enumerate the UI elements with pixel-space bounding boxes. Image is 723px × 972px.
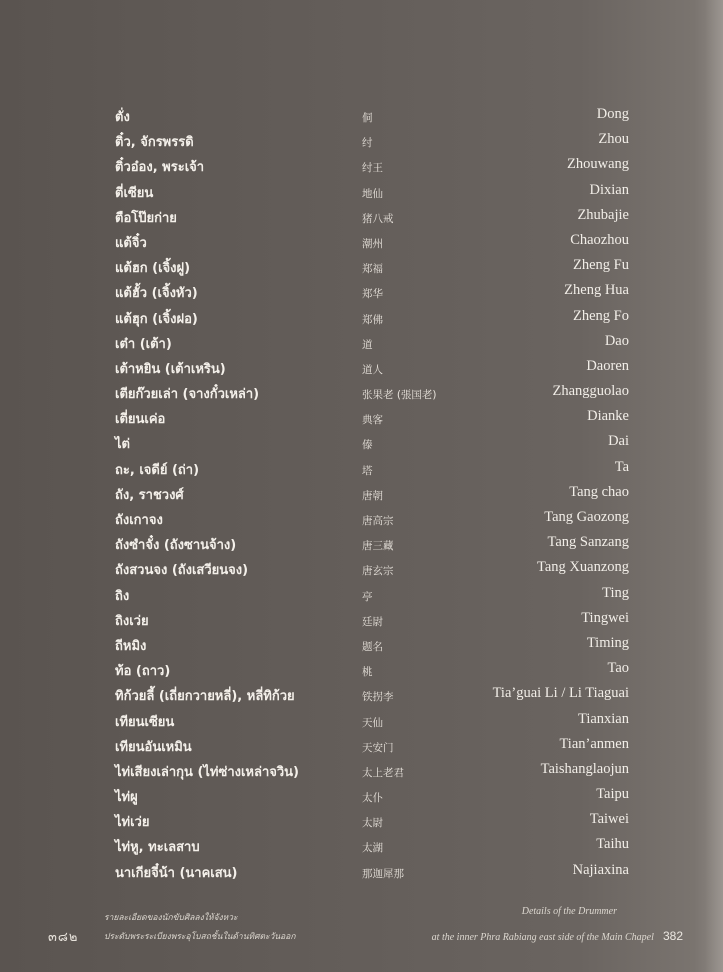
glossary-row [0,180,723,205]
glossary-row [0,784,723,809]
english-term: Zhangguolao [552,383,629,400]
thai-term: เทียนเซียน [115,714,175,730]
glossary-row [0,154,723,179]
thai-term: เตียก๊วยเล่า (จางกั๋วเหล่า) [115,387,260,403]
english-term: Taiwei [589,811,629,828]
thai-term: เต๋า (เต้า) [115,336,172,352]
english-term: Dong [596,106,629,122]
glossary-row [0,658,723,683]
glossary-row [0,633,723,658]
chinese-term: 道 [362,338,373,351]
glossary-row [0,129,723,154]
thai-term: เตี่ยนเค่อ [115,412,166,428]
glossary-row [0,406,723,431]
glossary-row [0,230,723,255]
chinese-term: 郑佛 [362,313,383,326]
thai-term: ไต่ [115,437,130,453]
thai-term: ตี่เซียน [115,185,154,201]
chinese-term: 纣王 [362,162,383,175]
page-number-thai: ๓๘๒ [48,930,79,945]
chinese-term: 太湖 [362,842,383,855]
thai-term: เต้าหยิน (เต้าเหริน) [115,361,226,377]
chinese-term: 郑华 [362,288,383,301]
glossary-row [0,759,723,784]
thai-term: ตั่ง [115,110,130,125]
chinese-term: 亭 [362,590,373,603]
chinese-term: 典客 [362,414,383,427]
glossary-row [0,381,723,406]
thai-term: ถังเกาจง [115,513,163,528]
english-term: Tian’anmen [559,735,629,752]
thai-term: นาเกียจี๋น้า (นาคเสน) [115,865,238,881]
glossary-row [0,205,723,230]
caption-english-line1: Details of the Drummer [521,906,617,917]
chinese-term: 傣 [362,439,373,452]
thai-term: แต้ฮุก (เจิ้งฝอ) [115,311,198,327]
english-term: Tang Gaozong [544,509,629,525]
chinese-term: 那迦犀那 [362,867,404,880]
chinese-term: 张果老 (張国老) [362,389,437,402]
english-term: Tao [607,660,629,677]
glossary-row [0,557,723,582]
english-term: Tang Sanzang [547,534,629,551]
english-term: Dai [608,433,629,450]
english-term: Zheng Fu [573,257,629,274]
thai-term: แต้ฮั้ว (เจิ้งหัว) [115,286,198,302]
english-term: Daoren [586,357,629,374]
thai-term: ถังสวนจง (ถังเสวียนจง) [115,563,249,579]
english-term: Tang chao [569,483,629,500]
thai-term: ไท่ผู [115,790,138,806]
thai-term: ไท่เว่ย [115,815,150,831]
thai-term: ถัง, ราชวงศ์ [115,487,184,503]
glossary-row [0,255,723,280]
thai-term: ถังซำจั๋ง (ถังซานจ้าง) [115,538,237,554]
english-term: Zhouwang [566,156,629,173]
caption-thai-line2: ประดับพระระเบียงพระอุโบสถชั้นในด้านทิศตะวันออก [104,932,296,942]
english-term: Chaozhou [570,231,629,248]
thai-term: แต้ฮก (เจิ้งฝู) [115,261,191,277]
english-term: Tingwei [581,609,629,626]
english-term: Zheng Hua [564,282,629,299]
english-term: Dixian [589,181,629,198]
english-term: Tianxian [577,710,629,727]
thai-term: ท้อ (ถาว) [115,664,171,680]
english-term: Najiaxina [572,861,629,878]
glossary-row [0,809,723,834]
thai-term: ถะ, เจดีย์ (ถ่า) [115,462,200,478]
chinese-term: 太上老君 [362,766,404,779]
english-term: Taihu [596,836,629,853]
glossary-row [0,532,723,557]
english-term: Dao [604,332,629,349]
chinese-term: 太仆 [362,792,383,805]
glossary-row [0,356,723,381]
glossary-row [0,431,723,456]
caption-english-line2: at the inner Phra Rabiang east side of the Main Chapel [431,932,654,943]
english-term: Zhubajie [577,206,629,223]
glossary-row [0,683,723,708]
thai-term: ติ๋วอ๋อง, พระเจ้า [115,160,205,176]
glossary-row [0,457,723,482]
thai-term: ตือโป๊ยก่าย [115,210,177,226]
chinese-term: 郑福 [362,263,383,276]
thai-term: ทิก้วยลี้ (เถี่ยกวายหลี่), หลี่ทิก้วย [115,689,295,705]
english-term: Taipu [596,786,629,803]
chinese-term: 唐玄宗 [362,565,394,578]
glossary-list [0,104,723,885]
glossary-row [0,104,723,129]
chinese-term: 纣 [362,137,373,150]
english-term: Taishanglaojun [540,760,629,777]
footer-right [432,906,683,944]
thai-term: ถีหมิง [115,638,147,654]
glossary-row [0,608,723,633]
thai-term: ถิงเว่ย [115,613,149,629]
thai-term: ติ๋ว, จักรพรรดิ [115,135,194,151]
chinese-term: 题名 [362,640,383,653]
glossary-row [0,482,723,507]
english-term: Zheng Fo [573,307,629,324]
chinese-term: 天安门 [362,741,394,754]
chinese-term: 地仙 [362,187,383,200]
chinese-term: 铁拐李 [362,691,394,704]
chinese-term: 桃 [362,666,373,679]
thai-term: เทียนอันเหมิน [115,739,192,755]
chinese-term: 唐朝 [362,489,383,502]
caption-thai-line1: รายละเอียดของนักขับศิลลงให้จังหวะ [104,913,238,923]
glossary-row [0,583,723,608]
page-number: 382 [662,929,683,943]
chinese-term: 唐三藏 [362,540,394,553]
glossary-row [0,280,723,305]
english-term: Zhou [598,131,629,148]
chinese-term: 猪八戒 [362,212,394,225]
glossary-row [0,306,723,331]
english-term: Ting [602,584,629,601]
english-term: Tia’guai Li / Li Tiaguai [492,685,629,702]
glossary-row [0,734,723,759]
thai-term: ไท่เสียงเล่ากุน (ไท่ซ่างเหล่าจวิน) [115,764,299,780]
chinese-term: 天仙 [362,716,383,729]
chinese-term: 廷尉 [362,615,383,628]
thai-term: ถิง [115,588,130,604]
glossary-row [0,507,723,532]
thai-term: ไท่หู, ทะเลสาบ [115,840,200,856]
glossary-row [0,860,723,885]
glossary-row [0,709,723,734]
thai-term: แต้จิ๋ว [115,235,147,251]
english-term: Dianke [587,408,629,425]
chinese-term: 道人 [362,363,383,376]
chinese-term: 塔 [362,464,373,477]
glossary-row [0,331,723,356]
chinese-term: 潮州 [362,237,383,250]
english-term: Ta [614,458,629,475]
english-term: Tang Xuanzong [537,559,629,576]
chinese-term: 唐高宗 [362,515,394,527]
chinese-term: 太尉 [362,817,383,830]
caption-english-line2-wrap [432,925,683,944]
english-term: Timing [586,634,629,651]
glossary-row [0,834,723,859]
chinese-term: 侗 [362,112,373,124]
